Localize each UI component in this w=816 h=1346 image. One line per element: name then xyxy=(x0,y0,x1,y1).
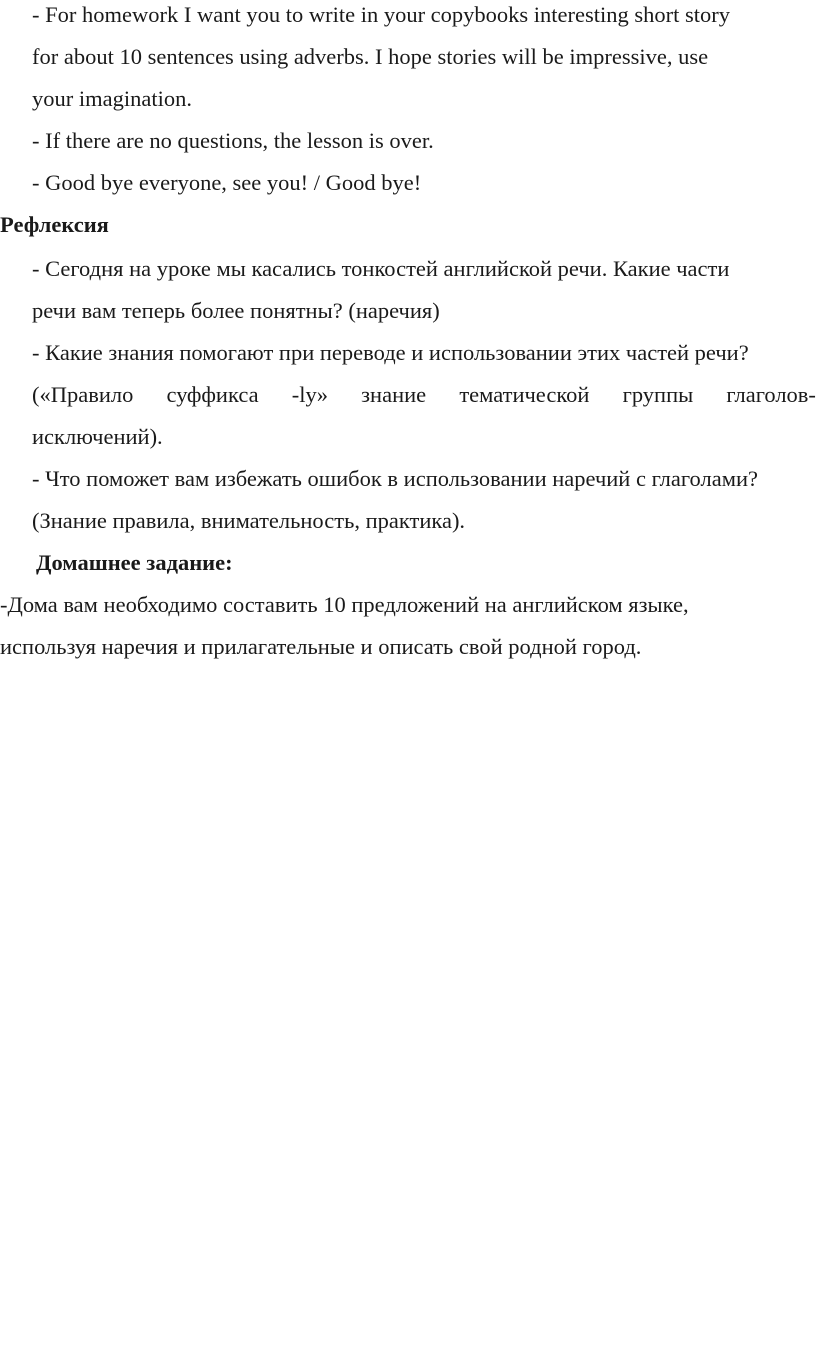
reflection-question-2-line-3: исключений). xyxy=(32,424,163,449)
reflection-question-2-line-2 xyxy=(32,384,816,407)
homework-task-line-2: используя наречия и прилагательные и описать свой родной город. xyxy=(0,634,642,659)
homework-instruction-line-1: - For homework I want you to write in your copybooks interesting short story xyxy=(32,2,731,27)
reflection-question-3-line-1: - Что поможет вам избежать ошибок в использовании наречий с глаголами? xyxy=(32,466,758,491)
word: суффикса xyxy=(166,382,259,407)
word: тематической xyxy=(459,382,590,407)
homework-instruction-line-2: for about 10 sentences using adverbs. I hope stories will be impressive, use xyxy=(32,44,709,69)
word: («Правило xyxy=(32,382,134,407)
homework-heading: Домашнее задание: xyxy=(36,550,233,575)
reflection-question-1-line-2: речи вам теперь более понятны? (наречия) xyxy=(32,298,440,323)
reflection-question-2-line-1: - Какие знания помогают при переводе и использовании этих частей речи? xyxy=(32,340,749,365)
lesson-over-line: - If there are no questions, the lesson is over. xyxy=(32,128,434,153)
homework-instruction-line-3: your imagination. xyxy=(32,86,192,111)
word: группы xyxy=(622,382,694,407)
word: -ly» xyxy=(291,382,329,407)
reflection-heading: Рефлексия xyxy=(0,212,109,237)
homework-task-line-1: -Дома вам необходимо составить 10 предложений на английском языке, xyxy=(0,592,689,617)
reflection-question-1-line-1: - Сегодня на уроке мы касались тонкостей английской речи. Какие части xyxy=(32,256,730,281)
reflection-question-3-line-2: (Знание правила, внимательность, практика). xyxy=(32,508,466,533)
word: глаголов- xyxy=(726,382,816,407)
word: знание xyxy=(361,382,427,407)
goodbye-line: - Good bye everyone, see you! / Good bye! xyxy=(32,170,422,195)
